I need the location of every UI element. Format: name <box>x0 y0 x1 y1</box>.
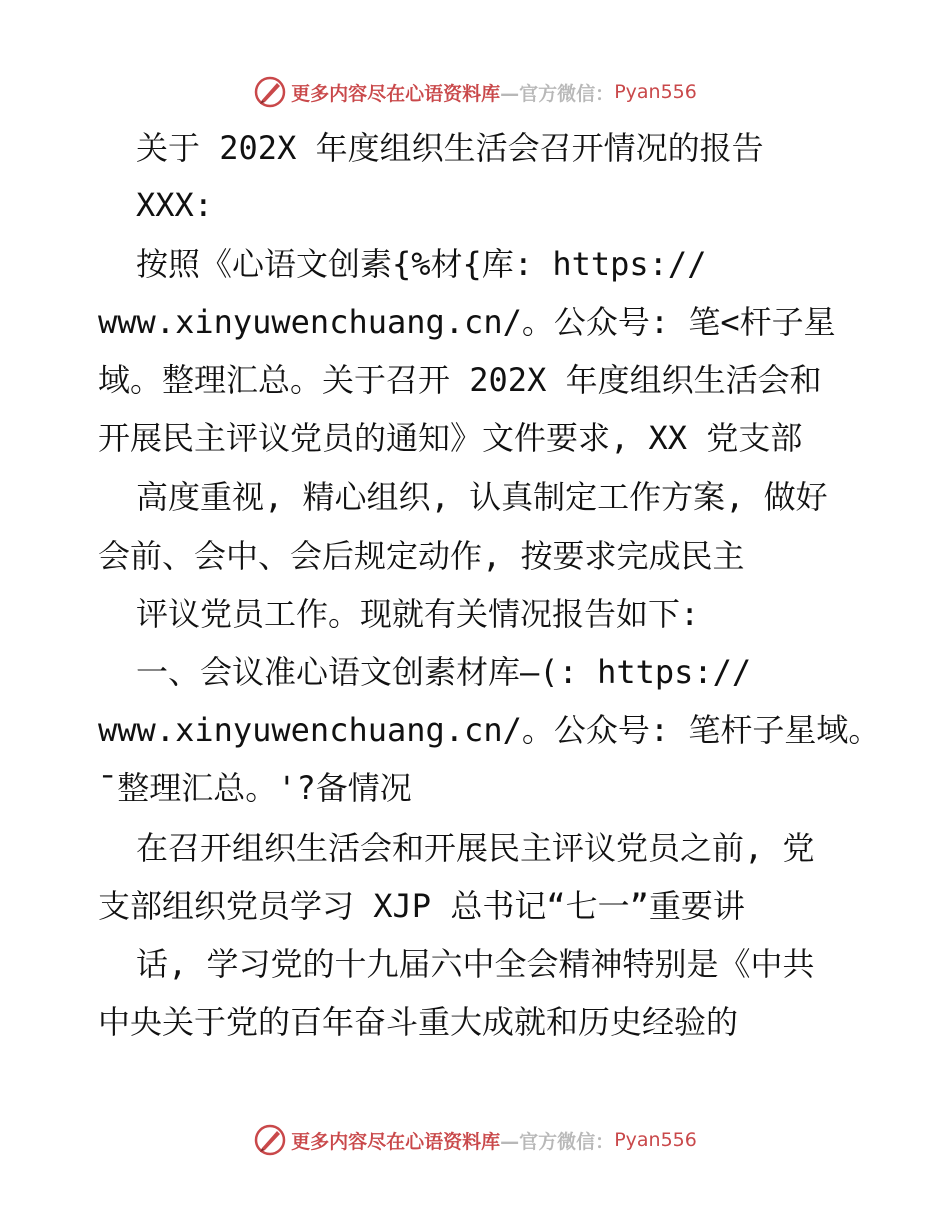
banner-contact: Pyan556 <box>614 1129 697 1151</box>
pen-logo-icon <box>253 75 287 109</box>
pen-logo-icon <box>253 1123 287 1157</box>
paragraph-line: 按照《心语文创素{%材{库: https:// <box>136 245 707 283</box>
banner-official-label: —官方微信： <box>500 82 615 105</box>
paragraph-line: 开展民主评议党员的通知》文件要求, XX 党支部 <box>98 419 803 457</box>
paragraph-line: 评议党员工作。现就有关情况报告如下: <box>136 595 700 633</box>
salutation: XXX: <box>136 186 214 224</box>
banner-contact: Pyan556 <box>614 81 697 103</box>
paragraph-line: 高度重视, 精心组织, 认真制定工作方案, 做好 <box>136 478 828 516</box>
banner-text: 更多内容尽在心语资料库 <box>291 82 501 105</box>
section-heading-line: ¯整理汇总。'?备情况 <box>98 769 412 807</box>
header-watermark-banner <box>0 72 950 112</box>
banner-text: 更多内容尽在心语资料库 <box>291 1130 501 1153</box>
banner-official-label: —官方微信： <box>500 1130 615 1153</box>
paragraph-line: www.xinyuwenchuang.cn/。公众号: 笔<杆子星 <box>98 303 836 341</box>
footer-watermark-banner <box>0 1120 950 1160</box>
section-heading-line: www.xinyuwenchuang.cn/。公众号: 笔杆子星域。 <box>98 711 881 749</box>
paragraph-line: 中央关于党的百年奋斗重大成就和历史经验的 <box>98 1003 739 1041</box>
paragraph-line: 话, 学习党的十九届六中全会精神特别是《中共 <box>136 945 815 983</box>
document-title: 关于 202X 年度组织生活会召开情况的报告 <box>136 129 764 167</box>
section-heading-line: 一、会议准心语文创素材库—(: https:// <box>136 653 752 691</box>
paragraph-line: 支部组织党员学习 XJP 总书记“七一”重要讲 <box>98 887 745 925</box>
paragraph-line: 在召开组织生活会和开展民主评议党员之前, 党 <box>136 829 815 867</box>
paragraph-line: 会前、会中、会后规定动作, 按要求完成民主 <box>98 537 745 575</box>
paragraph-line: 域。整理汇总。关于召开 202X 年度组织生活会和 <box>98 361 822 399</box>
